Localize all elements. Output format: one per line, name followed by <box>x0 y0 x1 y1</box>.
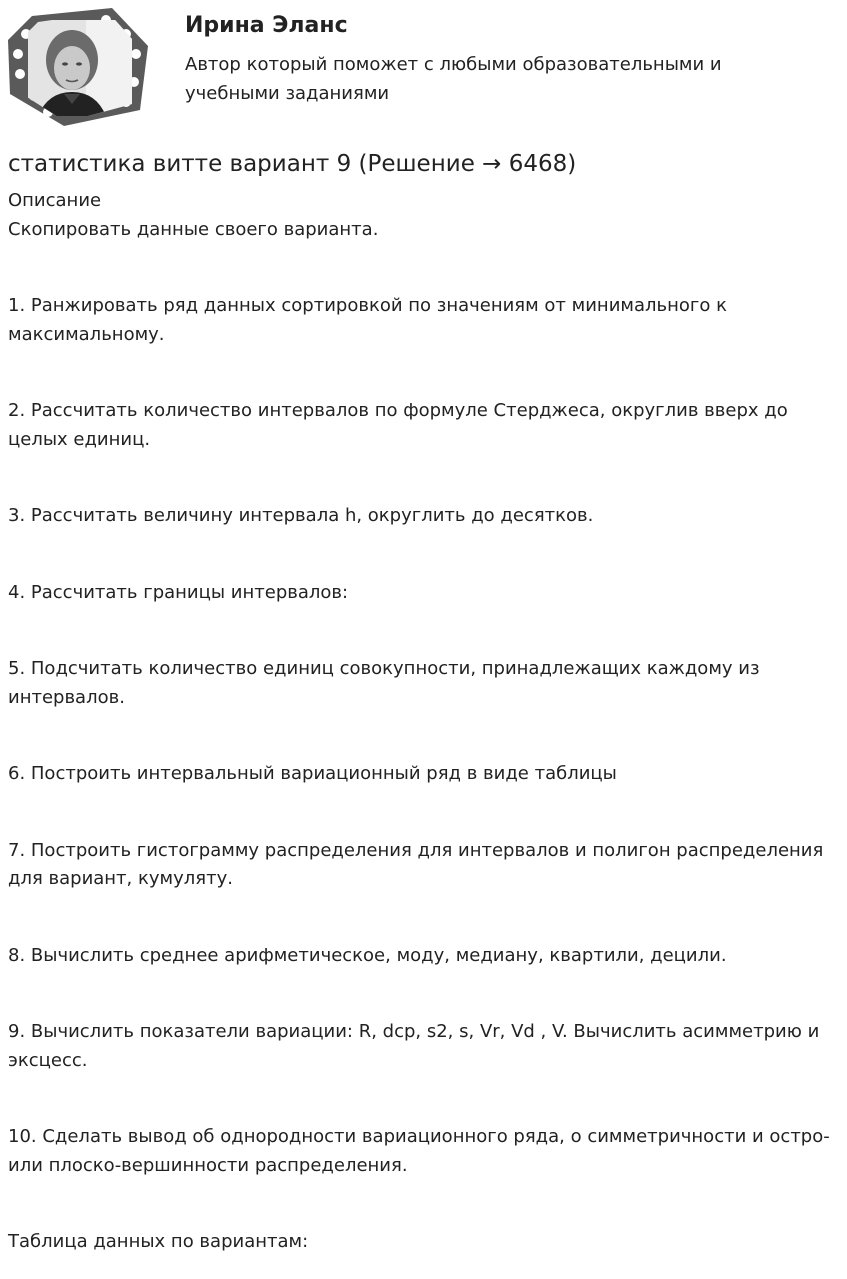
task-item: 5. Подсчитать количество единиц совокупности, принадлежащих каждому из интервалов. <box>8 658 760 708</box>
section-label-description: Описание <box>8 190 102 211</box>
task-item: 2. Рассчитать количество интервалов по формуле Стерджеса, округлив вверх до целых единиц. <box>8 400 788 450</box>
document-body <box>8 187 839 1257</box>
table-label: Таблица данных по вариантам: <box>8 1231 309 1252</box>
author-card <box>8 8 839 128</box>
task-item: 6. Построить интервальный вариационный ряд в виде таблицы <box>8 763 617 784</box>
task-item: 9. Вычислить показатели вариации: R, dcp, s2, s, Vr, Vd , V. Вычислить асимметрию и эксцесс. <box>8 1021 820 1071</box>
task-item: 4. Рассчитать границы интервалов: <box>8 581 349 603</box>
task-item: 7. Построить гистограмму распределения для интервалов и полигон распределения для вариант, кумуляту. <box>8 839 824 889</box>
document-title: статистика витте вариант 9 (Решение → 6468) <box>8 151 577 177</box>
task-item: 8. Вычислить среднее арифметическое, моду, медиану, квартили, децили. <box>8 944 727 966</box>
author-name[interactable]: Ирина Эланс <box>185 13 348 38</box>
author-description: Автор который поможет с любыми образовательными и учебными заданиями <box>185 54 722 104</box>
intro-text: Скопировать данные своего варианта. <box>8 218 379 240</box>
task-item: 3. Рассчитать величину интервала h, округлить до десятков. <box>8 505 594 526</box>
author-avatar <box>8 8 152 126</box>
task-item: 10. Сделать вывод об однородности вариационного ряда, о симметричности и остро- или плоско-вершинности распределения. <box>8 1126 830 1176</box>
task-item: 1. Ранжировать ряд данных сортировкой по значениям от минимального к максимальному. <box>8 295 727 345</box>
